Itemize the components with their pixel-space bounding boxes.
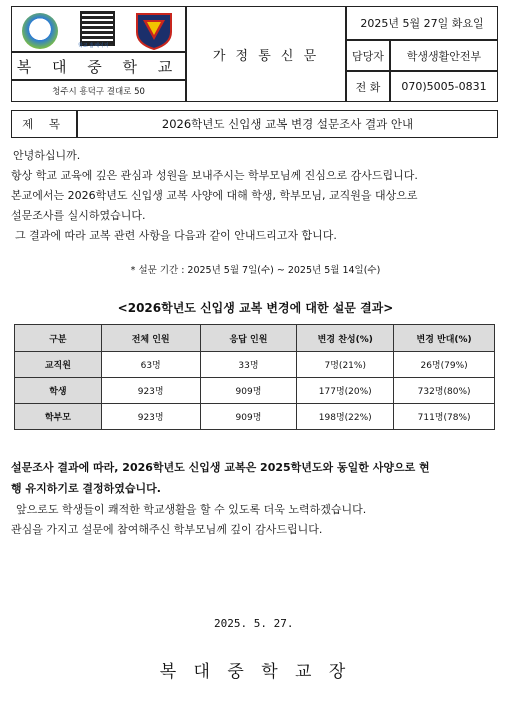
row-header: 교직원 bbox=[15, 352, 102, 378]
row-header: 학생 bbox=[15, 378, 102, 404]
intro-line: 항상 학교 교육에 깊은 관심과 성원을 보내주시는 학부모님께 진심으로 감사드립니다. bbox=[11, 169, 418, 182]
intro-line: 그 결과에 따라 교복 관련 사항을 다음과 같이 안내드리고자 합니다. bbox=[15, 229, 337, 242]
education-logo-icon bbox=[22, 13, 58, 49]
school-address: 청주시 흥덕구 결대로 50 bbox=[11, 80, 186, 102]
table-title: <2026학년도 신입생 교복 변경에 대한 설문 결과> bbox=[117, 301, 394, 315]
conclusion-line: 행 유지하기로 결정하였습니다. bbox=[11, 482, 161, 495]
column-header: 변경 반대(%) bbox=[394, 325, 495, 352]
results-table bbox=[14, 324, 495, 430]
issue-date: 2025년 5월 27일 화요일 bbox=[346, 6, 498, 40]
column-header: 변경 찬성(%) bbox=[297, 325, 394, 352]
intro-line: 본교에서는 2026학년도 신입생 교복 사양에 대해 학생, 학부모님, 교직원을 대상으로 bbox=[11, 189, 418, 202]
conclusion-line: 앞으로도 학생들이 쾌적한 학교생활을 할 수 있도록 더욱 노력하겠습니다. bbox=[16, 503, 367, 516]
principal-signature: 복 대 중 학 교 장 bbox=[159, 662, 352, 682]
table-cell: 923명 bbox=[101, 404, 200, 430]
table-cell: 711명(78%) bbox=[394, 404, 495, 430]
conclusion-line: 관심을 가지고 설문에 참여해주신 학부모님께 깊이 감사드립니다. bbox=[11, 523, 323, 536]
table-cell: 26명(79%) bbox=[394, 352, 495, 378]
intro-line: 안녕하십니까. bbox=[13, 149, 81, 162]
subject-label: 제 목 bbox=[11, 110, 77, 138]
table-cell: 198명(22%) bbox=[297, 404, 394, 430]
column-header: 응답 인원 bbox=[200, 325, 297, 352]
table-cell: 909명 bbox=[200, 378, 297, 404]
table-cell: 7명(21%) bbox=[297, 352, 394, 378]
table-row bbox=[15, 378, 495, 404]
table-cell: 732명(80%) bbox=[394, 378, 495, 404]
phone-label: 전 화 bbox=[346, 71, 390, 102]
document-title: 가 정 통 신 문 bbox=[186, 6, 346, 102]
manager-value: 학생생활안전부 bbox=[390, 40, 498, 71]
table-row bbox=[15, 352, 495, 378]
subject-value: 2026학년도 신입생 교복 변경 설문조사 결과 안내 bbox=[77, 110, 498, 138]
table-cell: 909명 bbox=[200, 404, 297, 430]
conclusion-line: 설문조사 결과에 따라, 2026학년도 신입생 교복은 2025학년도와 동일한 사양으로 현 bbox=[11, 461, 430, 474]
footer-date: 2025. 5. 27. bbox=[214, 617, 294, 630]
survey-period: * 설문 기간 : 2025년 5월 7일(수) ~ 2025년 5월 14일(수) bbox=[130, 265, 381, 276]
intro-line: 설문조사를 실시하였습니다. bbox=[11, 209, 146, 222]
table-row bbox=[15, 404, 495, 430]
column-header: 구분 bbox=[15, 325, 102, 352]
table-cell: 923명 bbox=[101, 378, 200, 404]
qr-code-icon[interactable] bbox=[80, 11, 115, 46]
column-header: 전체 인원 bbox=[101, 325, 200, 352]
table-cell: 33명 bbox=[200, 352, 297, 378]
qr-caption: 학교 홈페이지 bbox=[78, 43, 109, 49]
table-cell: 177명(20%) bbox=[297, 378, 394, 404]
school-crest-icon bbox=[135, 10, 173, 50]
phone-value: 070)5005-0831 bbox=[390, 71, 498, 102]
table-header-row bbox=[15, 325, 495, 352]
table-cell: 63명 bbox=[101, 352, 200, 378]
row-header: 학부모 bbox=[15, 404, 102, 430]
manager-label: 담당자 bbox=[346, 40, 390, 71]
school-name: 복 대 중 학 교 bbox=[11, 52, 186, 80]
